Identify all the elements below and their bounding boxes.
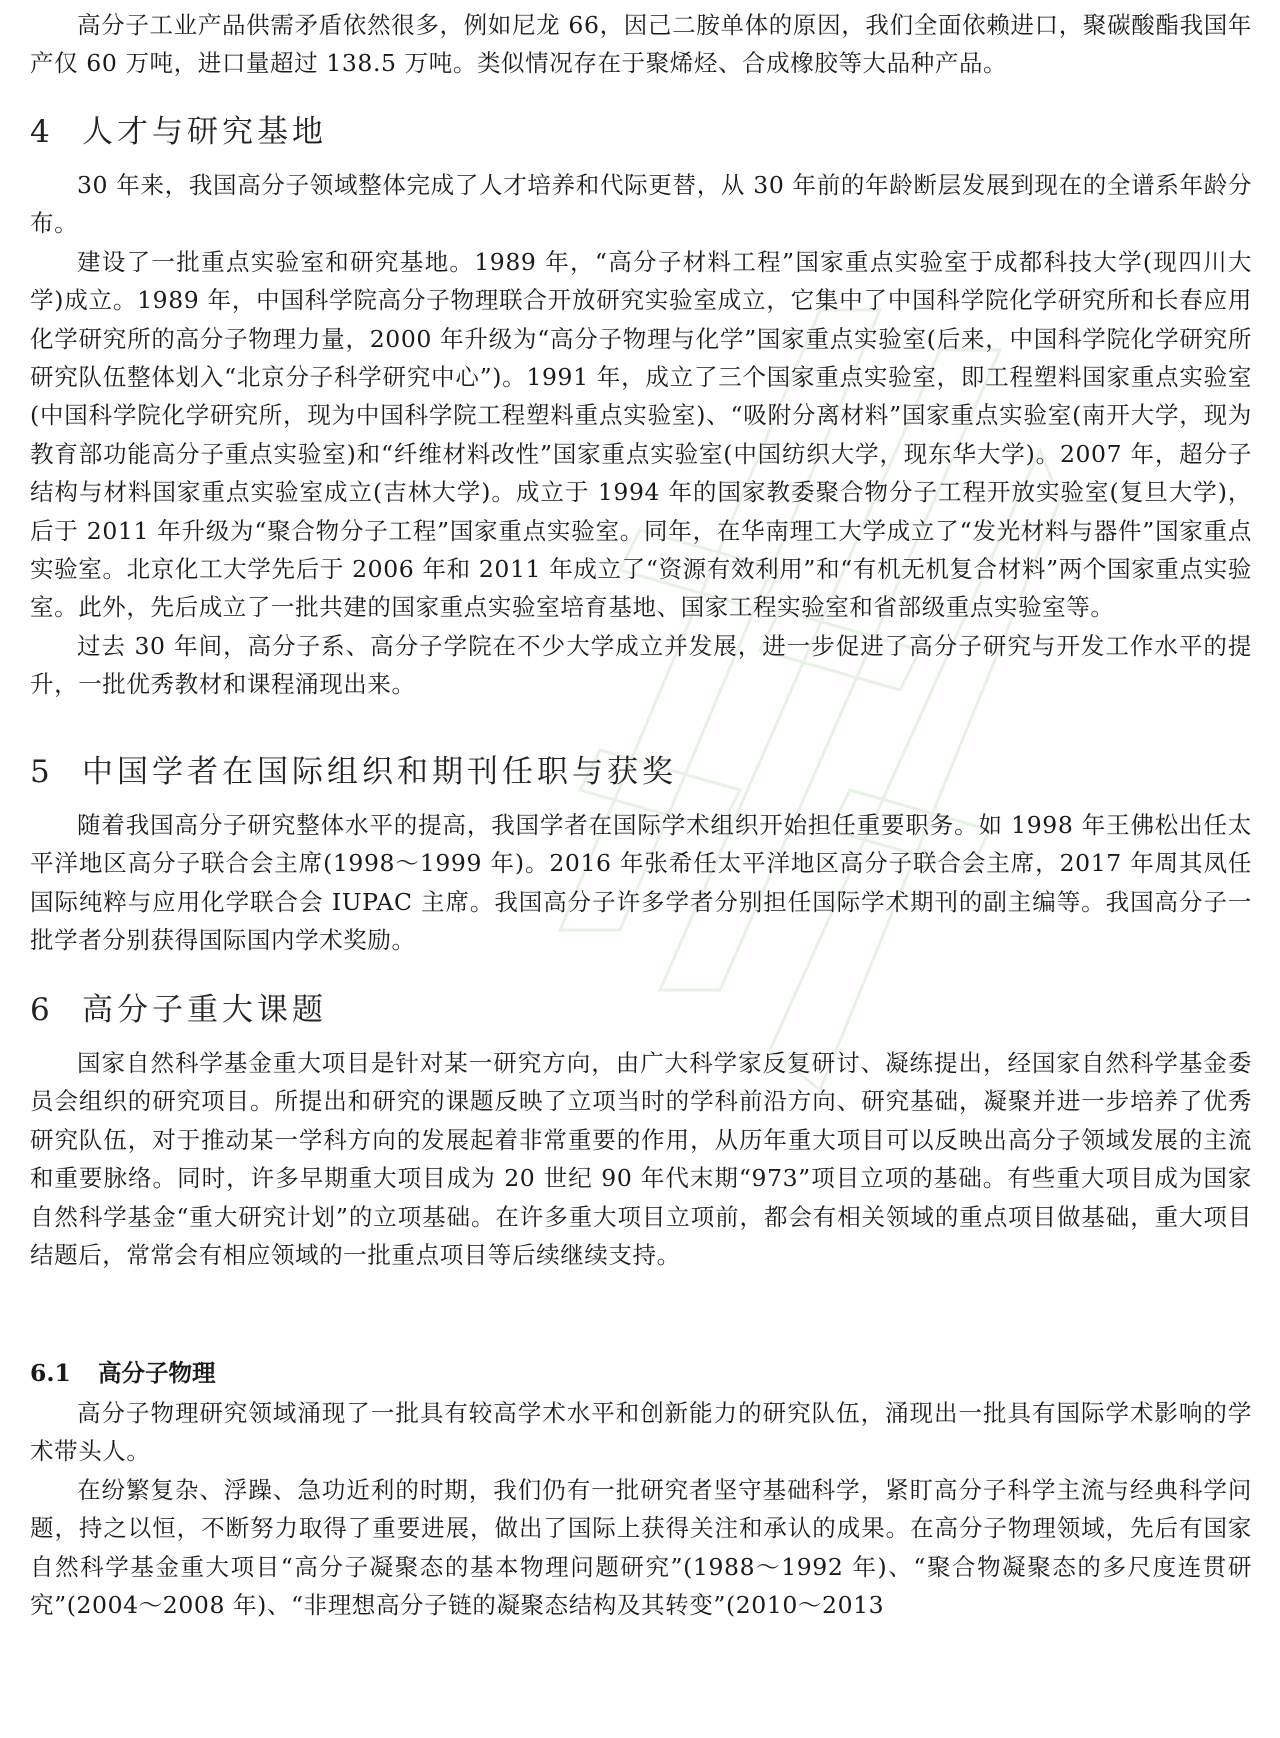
section-5-body — [30, 806, 1252, 960]
section-6-body — [30, 1044, 1252, 1274]
section-number: 4 — [30, 114, 50, 150]
section-number: 5 — [30, 754, 50, 790]
section-6-heading — [30, 990, 1252, 1030]
section-number: 6 — [30, 992, 50, 1028]
paragraph: 过去 30 年间，高分子系、高分子学院在不少大学成立并发展，进一步促进了高分子研究与开发工作水平的提升，一批优秀教材和课程涌现出来。 — [30, 631, 1252, 699]
section-title: 高分子重大课题 — [82, 992, 327, 1028]
section-title: 中国学者在国际组织和期刊任职与获奖 — [82, 754, 677, 790]
paragraph: 随着我国高分子研究整体水平的提高，我国学者在国际学术组织开始担任重要职务。如 1998 年王佛松出任太平洋地区高分子联合会主席(1998～1999 年)。2016 年张希任太平洋地区高分子联合会主席，2017 年周其凤任国际纯粹与应用化学联合会 IUPAC 主席。我国高分子许多学者分别担任国际学术期刊的副主编等。我国高分子一批学者分别获得国际国内学术奖励。 — [30, 811, 1252, 955]
subsection-6-1-body — [30, 1394, 1252, 1624]
paragraph: 国家自然科学基金重大项目是针对某一研究方向，由广大科学家反复研讨、凝练提出，经国家自然科学基金委员会组织的研究项目。所提出和研究的课题反映了立项当时的学科前沿方向、研究基础，凝聚并进一步培养了优秀研究队伍，对于推动某一学科方向的发展起着非常重要的作用，从历年重大项目可以反映出高分子领域发展的主流和重要脉络。同时，许多早期重大项目成为 20 世纪 90 年代末期“973”项目立项的基础。有些重大项目成为国家自然科学基金“重大研究计划”的立项基础。在许多重大项目立项前，都会有相关领域的重点项目做基础，重大项目结题后，常常会有相应领域的一批重点项目等后续继续支持。 — [30, 1049, 1252, 1270]
intro-paragraph: 高分子工业产品供需矛盾依然很多，例如尼龙 66，因己二胺单体的原因，我们全面依赖进口，聚碳酸酯我国年产仅 60 万吨，进口量超过 138.5 万吨。类似情况存在于聚烯烃、合成橡胶等大品种产品。 — [30, 11, 1252, 78]
paragraph: 在纷繁复杂、浮躁、急功近利的时期，我们仍有一批研究者坚守基础科学，紧盯高分子科学主流与经典科学问题，持之以恒，不断努力取得了重要进展，做出了国际上获得关注和承认的成果。在高分子物理领域，先后有国家自然科学基金重大项目“高分子凝聚态的基本物理问题研究”(1988～1992 年)、“聚合物凝聚态的多尺度连贯研究”(2004～2008 年)、“非理想高分子链的凝聚态结构及其转变”(2010～2013 — [30, 1475, 1252, 1620]
section-5-heading — [30, 752, 1252, 792]
paragraph: 建设了一批重点实验室和研究基地。1989 年，“高分子材料工程”国家重点实验室于成都科技大学(现四川大学)成立。1989 年，中国科学院高分子物理联合开放研究实验室成立，它集中了中国科学院化学研究所和长春应用化学研究所的高分子物理力量，2000 年升级为“高分子物理与化学”国家重点实验室(后来，中国科学院化学研究所研究队伍整体划入“北京分子科学研究中心”)。1991 年，成立了三个国家重点实验室，即工程塑料国家重点实验室(中国科学院化学研究所，现为中国科学院工程塑料重点实验室)、“吸附分离材料”国家重点实验室(南开大学，现为教育部功能高分子重点实验室)和“纤维材料改性”国家重点实验室(中国纺织大学，现东华大学)。2007 年，超分子结构与材料国家重点实验室成立(吉林大学)。成立于 1994 年的国家教委聚合物分子工程开放实验室(复旦大学)，后于 2011 年升级为“聚合物分子工程”国家重点实验室。同年，在华南理工大学成立了“发光材料与器件”国家重点实验室。北京化工大学先后于 2006 年和 2011 年成立了“资源有效利用”和“有机无机复合材料”两个国家重点实验室。此外，先后成立了一批共建的国家重点实验室培育基地、国家工程实验室和省部级重点实验室等。 — [30, 247, 1252, 622]
subsection-number: 6.1 — [30, 1359, 71, 1387]
paragraph: 30 年来，我国高分子领域整体完成了人才培养和代际更替，从 30 年前的年龄断层发展到现在的全谱系年龄分布。 — [30, 171, 1252, 238]
section-4-heading — [30, 112, 1252, 152]
subsection-6-1-heading — [30, 1354, 1252, 1392]
section-4-body — [30, 166, 1252, 704]
subsection-title: 高分子物理 — [98, 1359, 216, 1387]
section-title: 人才与研究基地 — [82, 114, 327, 150]
paragraph: 高分子物理研究领域涌现了一批具有较高学术水平和创新能力的研究队伍，涌现出一批具有国际学术影响的学术带头人。 — [30, 1399, 1252, 1466]
intro-block — [30, 6, 1252, 83]
